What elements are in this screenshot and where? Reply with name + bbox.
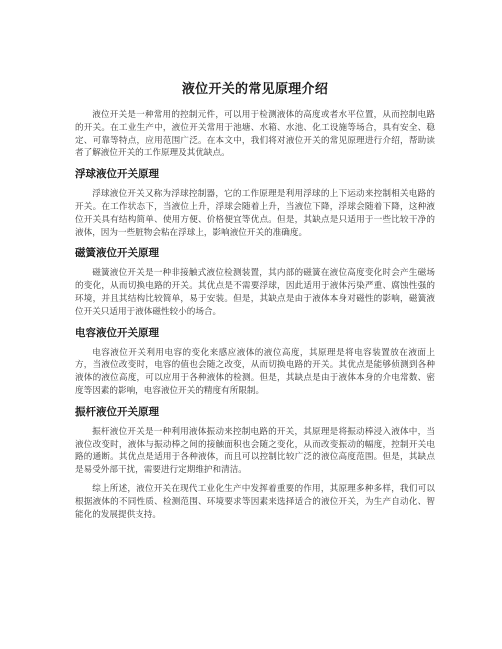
section-heading-vibrating: 振杆液位开关原理: [75, 405, 159, 418]
section-heading-capacitive: 电容液位开关原理: [75, 326, 159, 339]
conclusion-paragraph: 综上所述，液位开关在现代工业化生产中发挥着重要的作用，其原理多种多样，我们可以根据液体的不同性质、检测范围、环境要求等因素来选择适合的液位开关，为生产自动化、智能化的发展提供支持。: [75, 483, 435, 520]
section-body-float: 浮球液位开关又称为浮球控制器，它的工作原理是利用浮球的上下运动来控制相关电路的开关。在工作状态下，当液位上升，浮球会随着上升，当液位下降，浮球会随着下降，这种液位开关具有结构简单、使用方便、价格便宜等优点。但是，其缺点是只适用于一些比较干净的液体，因为一些脏物会粘在浮球上，影响液位开关的准确度。: [75, 189, 435, 238]
document-page: [75, 78, 435, 527]
section-body-capacitive: 电容液位开关利用电容的变化来感应液体的液位高度，其原理是将电容装置放在液面上方，当液位改变时，电容的值也会随之改变，从而切换电路的开关。其优点是能够侦测到各种液体的液位高度，可以应用于各种液体的检测。但是，其缺点是由于液体本身的介电常数、密度等因素的影响，电容液位开关的精度有所限制。: [75, 347, 435, 396]
page-title: 液位开关的常见原理介绍: [181, 82, 329, 97]
section-heading-float: 浮球液位开关原理: [75, 168, 159, 181]
section-body-reed: 磁簧液位开关是一种非接触式液位检测装置，其内部的磁簧在液位高度变化时会产生磁场的变化，从而切换电路的开关。其优点是不需要浮球，因此适用于液体污染严重、腐蚀性强的环境，并且其结构比较简单，易于安装。但是，其缺点是由于液体本身对磁性的影响，磁簧液位开关只适用于液体磁性较小的场合。: [75, 268, 435, 317]
section-heading-reed: 磁簧液位开关原理: [75, 247, 159, 260]
section-body-vibrating: 振杆液位开关是一种利用液体振动来控制电路的开关，其原理是将振动棒浸入液体中，当液位改变时，液体与振动棒之间的接触面积也会随之变化，从而改变振动的幅度，控制开关电路的通断。其优点是适用于各种液体，而且可以控制比较广泛的液位高度范围。但是，其缺点是易受外部干扰，需要进行定期维护和清洁。: [75, 426, 435, 476]
intro-paragraph: 液位开关是一种常用的控制元件，可以用于检测液体的高度或者水平位置，从而控制电路的开关。在工业生产中，液位开关常用于池塘、水箱、水池、化工设施等场合，具有安全、稳定、可靠等特点，应用范围广泛。在本文中，我们将对液位开关的常见原理进行介绍，帮助读者了解液位开关的工作原理及其优缺点。: [75, 110, 435, 159]
